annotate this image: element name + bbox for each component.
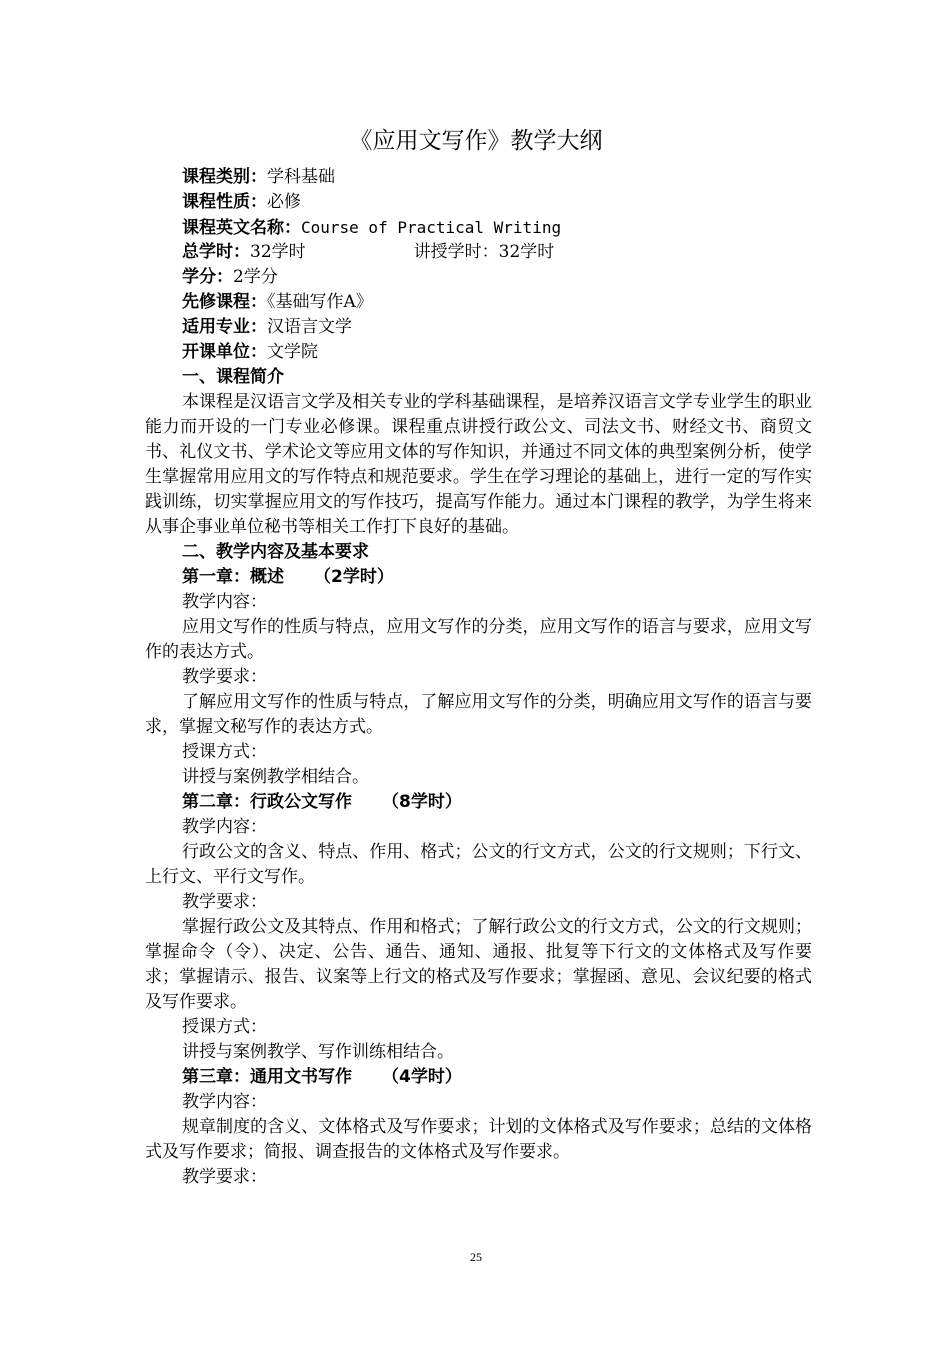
section-heading-intro: 一、课程简介 (182, 367, 284, 387)
chapter-content: 行政公文的含义、特点、作用、格式；公文的行文方式，公文的行文规则；下行文、上行文、平行文写作。 (145, 842, 812, 887)
chapter-method-label: 授课方式： (182, 742, 267, 762)
chapter-req: 了解应用文写作的性质与特点，了解应用文写作的分类，明确应用文写作的语言与要求，掌握文秘写作的表达方式。 (145, 692, 812, 737)
chapter-content-label: 教学内容： (182, 1092, 267, 1112)
document-body (145, 165, 812, 1190)
page-number: 25 (470, 1250, 482, 1264)
chapter-content: 规章制度的含义、文体格式及写作要求；计划的文体格式及写作要求；总结的文体格式及写作要求；简报、调查报告的文体格式及写作要求。 (145, 1117, 812, 1162)
course-prerequisite: 先修课程：《基础写作A》 (182, 292, 373, 312)
chapter-req-label: 教学要求： (182, 892, 267, 912)
intro-paragraph: 本课程是汉语言文学及相关专业的学科基础课程，是培养汉语言文学专业学生的职业能力而开设的一门专业必修课。课程重点讲授行政公文、司法文书、财经文书、商贸文书、礼仪文书、学术论文等应用文体的写作知识，并通过不同文体的典型案例分析，使学生掌握常用应用文的写作特点和规范要求。学生在学习理论的基础上，进行一定的写作实践训练，切实掌握应用文的写作技巧，提高写作能力。通过本门课程的教学，为学生将来从事企事业单位秘书等相关工作打下良好的基础。 (145, 392, 812, 537)
course-major: 适用专业：汉语言文学 (182, 317, 352, 337)
course-english-name: 课程英文名称：Course of Practical Writing (182, 218, 562, 238)
course-credit: 学分：2学分 (182, 267, 278, 287)
chapter-heading: 第二章：行政公文写作 （8学时） (182, 792, 462, 812)
section-heading-content: 二、教学内容及基本要求 (182, 542, 369, 562)
course-category: 课程类别：学科基础 (182, 167, 335, 187)
chapter-heading: 第一章：概述 （2学时） (182, 567, 394, 587)
course-hours: 总学时：32学时 讲授学时：32学时 (182, 242, 555, 262)
chapter-heading: 第三章：通用文书写作 （4学时） (182, 1067, 462, 1087)
chapter-content-label: 教学内容： (182, 592, 267, 612)
chapter-method: 讲授与案例教学、写作训练相结合。 (182, 1042, 454, 1062)
chapter-req-label: 教学要求： (182, 667, 267, 687)
chapter-method-label: 授课方式： (182, 1017, 267, 1037)
document-title: 《应用文写作》教学大纲 (349, 128, 603, 154)
chapter-req-label: 教学要求： (182, 1167, 267, 1187)
course-unit: 开课单位：文学院 (182, 342, 318, 362)
chapter-method: 讲授与案例教学相结合。 (182, 767, 369, 787)
chapter-req: 掌握行政公文及其特点、作用和格式；了解行政公文的行文方式，公文的行文规则；掌握命令（令）、决定、公告、通告、通知、通报、批复等下行文的文体格式及写作要求；掌握请示、报告、议案等上行文的格式及写作要求；掌握函、意见、会议纪要的格式及写作要求。 (145, 917, 812, 1012)
chapter-content-label: 教学内容： (182, 817, 267, 837)
chapter-content: 应用文写作的性质与特点，应用文写作的分类，应用文写作的语言与要求，应用文写作的表达方式。 (145, 617, 812, 662)
course-nature: 课程性质：必修 (182, 192, 301, 212)
